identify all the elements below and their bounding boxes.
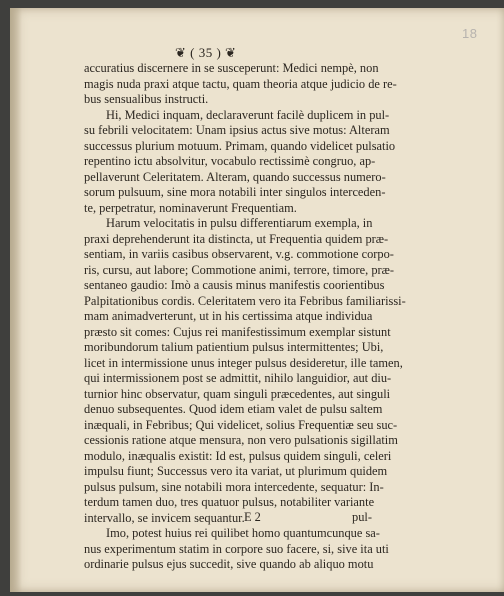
text-line: successus plurium motuum. Primam, quando videlicet pulsatio [84, 138, 396, 153]
text-line: denuo subsequentes. Quod idem etiam valet de pulsu saltem [84, 402, 383, 416]
text-line: præsto sit comes: Cujus rei manifestissimum exemplar sistunt [84, 324, 391, 339]
text-line: repentino ictu absolvitur, vocabulo rectissimè congruo, ap- [84, 154, 376, 168]
text-line: ris, cursu, aut labore; Commotione animi, terrore, timore, præ- [84, 262, 395, 277]
catchword: pul- [352, 510, 372, 524]
text-line: su febrili velocitatem: Unam ipsius actus sive motus: Alteram [84, 123, 390, 137]
text-line: modulo, inæqualis existit: Id est, pulsus quidem singuli, celeri [84, 448, 392, 463]
text-line: Imo, potest huius rei quilibet homo quantumcunque sa- [106, 526, 380, 540]
text-line: mam animadverterunt, ut in his certissima atque individua [84, 309, 373, 323]
text-line: inæquali, in Febribus; Qui videlicet, solius Frequentiæ seu suc- [84, 417, 398, 432]
text-line: praxi deprehenderunt ita distincta, ut Frequentia quidem præ- [84, 231, 389, 246]
text-line: turnior hinc observatur, quam singuli præcedentes, aut singuli [84, 386, 391, 401]
text-line: licet in intermissione unus integer pulsus desideretur, ille tamen, [84, 355, 403, 370]
signature-mark: E 2 [244, 510, 261, 524]
text-line: impulsu fiunt; Successus vero ita variat, ut plurimum quidem [84, 464, 388, 478]
text-line: intervallo, se invicem sequantur. [84, 510, 245, 525]
text-line: sorum pulsuum, sine mora notabili inter singulos interceden- [84, 185, 386, 199]
text-line: terdum tamen duo, tres quatuor pulsus, notabiliter variante [84, 495, 375, 509]
text-line: moribundorum talium patientium pulsus intermittentes; Ubi, [84, 340, 384, 354]
text-line: Palpitationibus cordis. Celeritatem vero ita Febribus familiarissi- [84, 293, 406, 308]
text-line: sentaneo gaudio: Imò a causis minus manifestis coorientibus [84, 278, 385, 292]
text-line: sentiam, in variis casibus observarent, v.g. commotione corpo- [84, 247, 394, 261]
text-line: te, perpetratur, nominaverunt Frequentiam. [84, 200, 297, 215]
text-line: bus sensualibus instructi. [84, 92, 209, 106]
folio-number: 18 [462, 26, 478, 41]
body-text [84, 61, 406, 573]
text-line: pellaverunt Celeritatem. Alteram, quando successus numero- [84, 169, 386, 184]
text-line: nus experimentum statim in corpore suo facere, si, sive ita uti [84, 541, 389, 556]
text-line: cessionis ratione atque mensura, non vero pulsationis sigillatim [84, 433, 398, 447]
text-line: Harum velocitatis in pulsu differentiarum exempla, in [106, 216, 373, 230]
text-line: qui intermissionem post se admittit, nihilo languidior, aut diu- [84, 371, 392, 385]
page-footer [84, 510, 372, 526]
text-line: Hi, Medici inquam, declaraverunt facilè duplicem in pul- [106, 107, 390, 122]
text-line: ordinarie pulsus ejus succedit, sive quando ab aliquo motu [84, 557, 374, 571]
page-header: ❦ ( 35 ) ❦ [175, 45, 237, 60]
text-line: accuratius discernere in se susceperunt: Medici nempè, non [84, 61, 379, 75]
text-line: magis nuda praxi atque tactu, quam theoria atque judicio de re- [84, 76, 397, 91]
page-gutter-shadow [10, 8, 22, 592]
text-line: pulsus pulsum, sine notabili mora intercedente, sequatur: In- [84, 479, 384, 494]
